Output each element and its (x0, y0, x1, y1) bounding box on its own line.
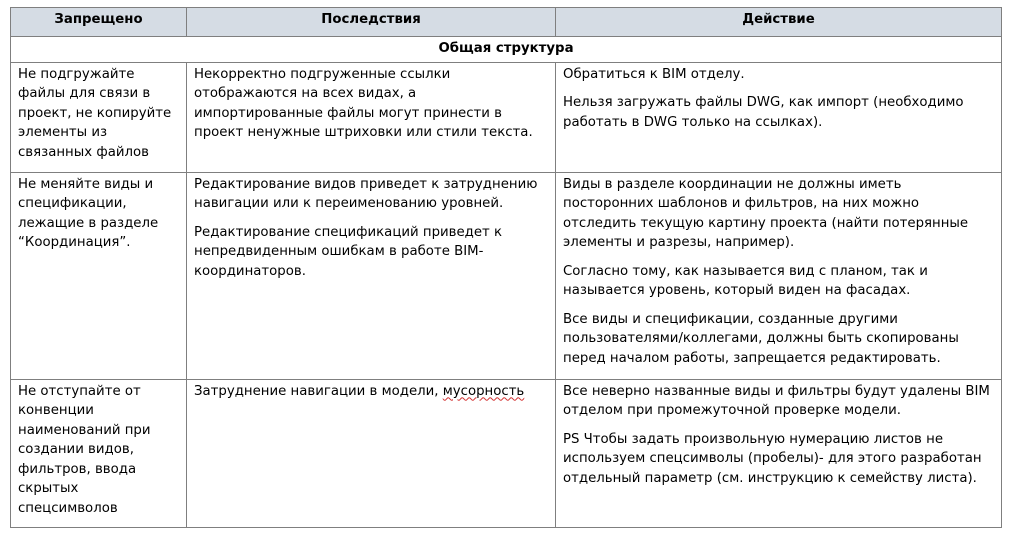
forbidden-cell: Не подгружайте файлы для связи в проект, не копируйте элементы из связанных файлов (11, 62, 187, 172)
section-title: Общая структура (11, 37, 1002, 63)
action-paragraph: Нельзя загружать файлы DWG, как импорт (необходимо работать в DWG только на ссылках). (563, 95, 964, 130)
consequence-paragraph (194, 382, 548, 402)
header-forbidden: Запрещено (11, 8, 187, 37)
action-cell (556, 379, 1002, 527)
header-action: Действие (556, 8, 1002, 37)
action-paragraph: Обратиться к BIM отделу. (563, 66, 745, 82)
consequences-cell (187, 172, 556, 379)
action-cell (556, 172, 1002, 379)
header-row (11, 8, 1002, 37)
action-paragraph: Виды в разделе координации не должны иметь посторонних шаблонов и фильтров, на них можно отследить текущую картину проекта (найти потерянные элементы и разрезы, например). (563, 176, 969, 250)
action-cell (556, 62, 1002, 172)
consequence-paragraph: Некорректно подгруженные ссылки отображаются на всех видах, а импортированные файлы могут принести в проект ненужные штриховки или стили текста. (194, 66, 533, 140)
consequences-cell (187, 62, 556, 172)
header-consequences: Последствия (187, 8, 556, 37)
consequence-text: Затруднение навигации в модели, (194, 383, 443, 399)
action-paragraph: Все неверно названные виды и фильтры будут удалены BIM отделом при промежуточной проверке модели. (563, 383, 990, 418)
action-paragraph: Согласно тому, как называется вид с планом, так и называется уровень, который виден на фасадах. (563, 263, 928, 298)
action-paragraph: PS Чтобы задать произвольную нумерацию листов не используем спецсимволы (пробелы)- для этого разработан отдельный параметр (см. инструкцию к семейству листа). (563, 431, 982, 486)
consequences-cell (187, 379, 556, 527)
spellcheck-flagged-word: мусорность (442, 383, 525, 399)
table-row (11, 62, 1002, 172)
table-row (11, 379, 1002, 527)
action-paragraph: Все виды и спецификации, созданные другими пользователями/коллегами, должны быть скопированы перед началом работы, запрещается редактировать. (563, 311, 959, 366)
section-row (11, 37, 1002, 63)
table-row (11, 172, 1002, 379)
rules-table (10, 7, 1002, 528)
consequence-paragraph: Редактирование видов приведет к затруднению навигации или к переименованию уровней. (194, 176, 538, 211)
forbidden-cell: Не отступайте от конвенции наименований при создании видов, фильтров, ввода скрытых спецсимволов (11, 379, 187, 527)
consequence-paragraph: Редактирование спецификаций приведет к непредвиденным ошибкам в работе BIM-координаторов. (194, 224, 503, 279)
forbidden-cell: Не меняйте виды и спецификации, лежащие в разделе “Координация”. (11, 172, 187, 379)
